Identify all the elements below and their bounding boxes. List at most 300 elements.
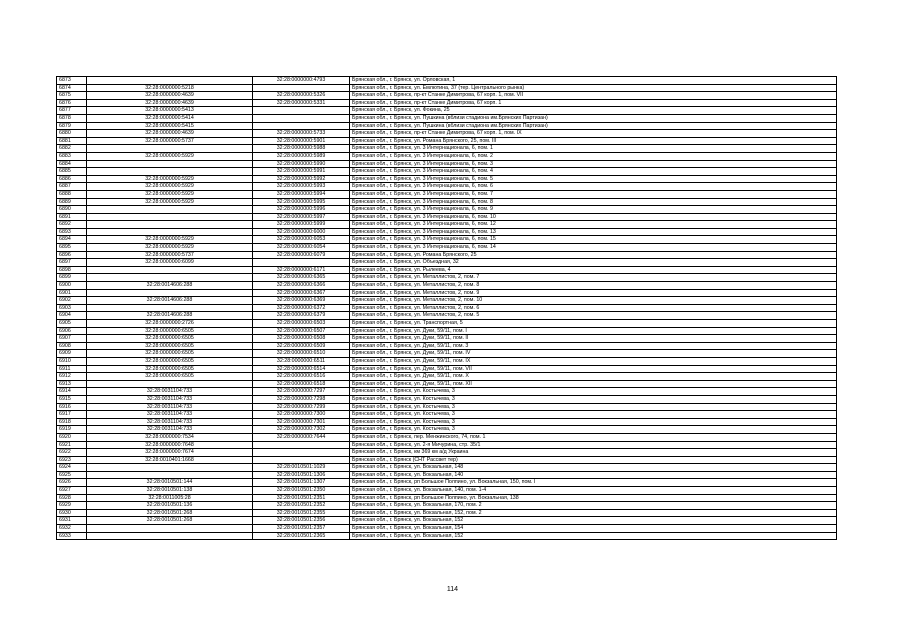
table-row (57, 502, 837, 510)
table-row (57, 175, 837, 183)
row-number-cell: 6908 (57, 342, 87, 350)
cadastral-number-cell: 32:28:0000000:6518 (253, 380, 350, 388)
table-row (57, 152, 837, 160)
address-cell: Брянская обл., г. Брянск, ул. Металлистов, 2, пом. 6 (350, 304, 837, 312)
table-row (57, 221, 837, 229)
row-number-cell: 6874 (57, 84, 87, 92)
table-row (57, 289, 837, 297)
parent-cadastral-number-cell: 32:28:0000000:6505 (87, 365, 253, 373)
table-row (57, 449, 837, 457)
cadastral-number-cell: 32:28:0000000:6372 (253, 304, 350, 312)
table-row (57, 282, 837, 290)
cadastral-number-cell: 32:28:0010501:2350 (253, 487, 350, 495)
row-number-cell: 6898 (57, 266, 87, 274)
address-cell: Брянская обл., г. Брянск, ул. 3 Интернационала, 6, пом. 14 (350, 244, 837, 252)
row-number-cell: 6900 (57, 282, 87, 290)
parent-cadastral-number-cell: 32:28:0011005:28 (87, 494, 253, 502)
row-number-cell: 6907 (57, 335, 87, 343)
parent-cadastral-number-cell: 32:28:0000000:2726 (87, 320, 253, 328)
row-number-cell: 6889 (57, 198, 87, 206)
address-cell: Брянская обл., г. Брянск, ул. Дуки, 59/11, пом. I (350, 327, 837, 335)
row-number-cell: 6910 (57, 357, 87, 365)
address-cell: Брянская обл., г. Брянск, ул. Вокзальная, 140, пом. 1-4 (350, 487, 837, 495)
address-cell: Брянская обл., г. Брянск, ул. Пушкина (вблизи стадиона им.Брянских Партизан) (350, 122, 837, 130)
table-row (57, 259, 837, 267)
parent-cadastral-number-cell: 32:28:0000000:5929 (87, 198, 253, 206)
parent-cadastral-number-cell: 32:28:0000000:5929 (87, 244, 253, 252)
table-row (57, 388, 837, 396)
address-cell: Брянская обл., г. Брянск, ул. 3 Интернационала, 6, пом. 15 (350, 236, 837, 244)
address-cell: Брянская обл., г. Брянск, ул. Костычева, 3 (350, 418, 837, 426)
parent-cadastral-number-cell (87, 77, 253, 85)
address-cell: Брянская обл., г. Брянск, ул. Вокзальная, 154 (350, 525, 837, 533)
parent-cadastral-number-cell: 32:28:0014606:288 (87, 282, 253, 290)
cadastral-number-cell: 32:28:0000000:7300 (253, 411, 350, 419)
table-row (57, 441, 837, 449)
address-cell: Брянская обл., г. Брянск, ул. Вокзальная, 170, пом. 2 (350, 502, 837, 510)
cadastral-number-cell: 32:28:0010501:2356 (253, 517, 350, 525)
table-row (57, 244, 837, 252)
table-row (57, 426, 837, 434)
table-row (57, 84, 837, 92)
table-row (57, 274, 837, 282)
address-cell: Брянская обл., г. Брянск, ул. Фокина, 25 (350, 107, 837, 115)
parent-cadastral-number-cell: 32:28:0000000:7648 (87, 441, 253, 449)
address-cell: Брянская обл., г. Брянск, пр-кт Станке Димитрова, 67 корп. 1 (350, 99, 837, 107)
cadastral-number-cell: 32:28:0010501:1306 (253, 471, 350, 479)
cadastral-number-cell: 32:28:0000000:6053 (253, 236, 350, 244)
row-number-cell: 6925 (57, 471, 87, 479)
address-cell: Брянская обл., г. Брянск, ул. Вокзальная, 152, пом. 2 (350, 509, 837, 517)
table-row (57, 494, 837, 502)
address-cell: Брянская обл., г. Брянск (СНТ Рассвет тер) (350, 456, 837, 464)
parent-cadastral-number-cell (87, 266, 253, 274)
parent-cadastral-number-cell (87, 464, 253, 472)
cadastral-number-cell: 32:28:0010501:1307 (253, 479, 350, 487)
table-row (57, 433, 837, 441)
table-row (57, 77, 837, 85)
row-number-cell: 6893 (57, 228, 87, 236)
cadastral-number-cell: 32:28:0000000:6511 (253, 357, 350, 365)
cadastral-number-cell: 32:28:0000000:5995 (253, 198, 350, 206)
address-cell: Брянская обл., г. Брянск, ул. 3 Интернационала, 6, пом. 9 (350, 206, 837, 214)
row-number-cell: 6905 (57, 320, 87, 328)
address-cell: Брянская обл., г. Брянск, ул. 3 Интернационала, 6, пом. 12 (350, 221, 837, 229)
address-cell: Брянская обл., г. Брянск, ул. Вокзальная, 148 (350, 464, 837, 472)
address-cell: Брянская обл., г. Брянск, ул. Вокзальная, 152 (350, 532, 837, 540)
row-number-cell: 6909 (57, 350, 87, 358)
address-cell: Брянская обл., г. Брянск, ул. Костычева, 3 (350, 403, 837, 411)
address-cell: Брянская обл., г. Брянск, ул. 3 Интернационала, 6, пом. 8 (350, 198, 837, 206)
parent-cadastral-number-cell: 32:28:0031104:733 (87, 395, 253, 403)
cadastral-number-cell: 32:28:0000000:5988 (253, 145, 350, 153)
row-number-cell: 6899 (57, 274, 87, 282)
row-number-cell: 6882 (57, 145, 87, 153)
address-cell: Брянская обл., г. Брянск, ул. Металлистов, 2, пом. 8 (350, 282, 837, 290)
address-cell: Брянская обл., г. Брянск, ул. Дуки, 59/11, пом. X (350, 373, 837, 381)
table-row (57, 380, 837, 388)
parent-cadastral-number-cell: 32:28:0010501:138 (87, 487, 253, 495)
cadastral-number-cell: 32:28:0000000:6508 (253, 335, 350, 343)
parent-cadastral-number-cell: 32:28:0000000:6505 (87, 357, 253, 365)
cadastral-number-cell (253, 449, 350, 457)
address-cell: Брянская обл., г. Брянск, ул. 2-я Мичурина, стр. 35/1 (350, 441, 837, 449)
table-row (57, 304, 837, 312)
row-number-cell: 6896 (57, 251, 87, 259)
table-row (57, 411, 837, 419)
parent-cadastral-number-cell: 32:28:0000000:5414 (87, 114, 253, 122)
row-number-cell: 6916 (57, 403, 87, 411)
row-number-cell: 6924 (57, 464, 87, 472)
row-number-cell: 6890 (57, 206, 87, 214)
row-number-cell: 6922 (57, 449, 87, 457)
address-cell: Брянская обл., г. Брянск, ул. Романа Брянского, 25, пом. III (350, 137, 837, 145)
table-row (57, 168, 837, 176)
row-number-cell: 6914 (57, 388, 87, 396)
address-cell: Брянская обл., г. Брянск, ул. Транспортная, 5 (350, 320, 837, 328)
table-row (57, 266, 837, 274)
row-number-cell: 6878 (57, 114, 87, 122)
cadastral-number-cell: 32:28:0000000:6369 (253, 297, 350, 305)
address-cell: Брянская обл., г. Брянск, ул. 3 Интернационала, 6, пом. 6 (350, 183, 837, 191)
parent-cadastral-number-cell: 32:28:0010401:1668 (87, 456, 253, 464)
cadastral-number-cell (253, 84, 350, 92)
parent-cadastral-number-cell: 32:28:0000000:7534 (87, 433, 253, 441)
row-number-cell: 6928 (57, 494, 87, 502)
table-row (57, 395, 837, 403)
cadastral-number-cell: 32:28:0000000:6000 (253, 228, 350, 236)
parent-cadastral-number-cell (87, 206, 253, 214)
row-number-cell: 6904 (57, 312, 87, 320)
table-row (57, 198, 837, 206)
address-cell: Брянская обл., г. Брянск, ул. 3 Интернационала, 6, пом. 5 (350, 175, 837, 183)
cadastral-number-cell: 32:28:0000000:6509 (253, 342, 350, 350)
address-cell: Брянская обл., г. Брянск, ул. Романа Брянского, 25 (350, 251, 837, 259)
parent-cadastral-number-cell: 32:28:0010501:144 (87, 479, 253, 487)
cadastral-number-cell: 32:28:0010501:1029 (253, 464, 350, 472)
address-cell: Брянская обл., г. Брянск, ул. Вокзальная, 140 (350, 471, 837, 479)
address-cell: Брянская обл., г. Брянск, пр-кт Станке Димитрова, 67 корп. 1, пом. VII (350, 92, 837, 100)
table-row (57, 320, 837, 328)
row-number-cell: 6912 (57, 373, 87, 381)
row-number-cell: 6920 (57, 433, 87, 441)
address-cell: Брянская обл., г. Брянск, ул. Дуки, 59/11, пом. XII (350, 380, 837, 388)
cadastral-number-cell: 32:28:0000000:5990 (253, 160, 350, 168)
cadastral-number-cell: 32:28:0000000:5996 (253, 206, 350, 214)
parent-cadastral-number-cell: 32:28:0000000:6099 (87, 259, 253, 267)
table-row (57, 479, 837, 487)
cadastral-number-cell (253, 259, 350, 267)
cadastral-number-cell: 32:28:0010501:2365 (253, 532, 350, 540)
cadastral-number-cell: 32:28:0000000:7644 (253, 433, 350, 441)
parent-cadastral-number-cell: 32:28:0000000:6505 (87, 373, 253, 381)
parent-cadastral-number-cell: 32:28:0031104:733 (87, 403, 253, 411)
table-row (57, 92, 837, 100)
row-number-cell: 6913 (57, 380, 87, 388)
address-cell: Брянская обл., г. Брянск, ул. Металлистов, 2, пом. 5 (350, 312, 837, 320)
address-cell: Брянская обл., г. Брянск, пр-кт Станке Димитрова, 67 корп. 1, пом. IX (350, 130, 837, 138)
row-number-cell: 6901 (57, 289, 87, 297)
table-row (57, 145, 837, 153)
parent-cadastral-number-cell (87, 145, 253, 153)
cadastral-number-cell: 32:28:0010501:2355 (253, 509, 350, 517)
row-number-cell: 6879 (57, 122, 87, 130)
cadastral-number-cell: 32:28:0000000:7301 (253, 418, 350, 426)
address-cell: Брянская обл., г. Брянск, ул. Вокзальная, 152 (350, 517, 837, 525)
row-number-cell: 6888 (57, 190, 87, 198)
address-cell: Брянская обл., г. Брянск, ул. 3 Интернационала, 6, пом. 2 (350, 152, 837, 160)
address-cell: Брянская обл., г. Брянск, ул. 3 Интернационала, 6, пом. 10 (350, 213, 837, 221)
cadastral-number-cell: 32:28:0000000:5997 (253, 213, 350, 221)
cadastral-number-cell: 32:28:0000000:7302 (253, 426, 350, 434)
address-cell: Брянская обл., г. Брянск, ул. Костычева, 3 (350, 395, 837, 403)
parent-cadastral-number-cell: 32:28:0000000:5737 (87, 137, 253, 145)
cadastral-number-cell: 32:28:0000000:6171 (253, 266, 350, 274)
address-cell: Брянская обл., г. Брянск, рп Большое Полпино, ул. Вокзальная, 150, пом. I (350, 479, 837, 487)
cadastral-number-cell: 32:28:0010501:2351 (253, 494, 350, 502)
cadastral-number-cell: 32:28:0000000:6507 (253, 327, 350, 335)
page-number: 114 (446, 586, 459, 593)
row-number-cell: 6894 (57, 236, 87, 244)
parent-cadastral-number-cell (87, 274, 253, 282)
parent-cadastral-number-cell (87, 221, 253, 229)
parent-cadastral-number-cell: 32:28:0010501:136 (87, 502, 253, 510)
cadastral-number-cell (253, 107, 350, 115)
cadastral-number-cell: 32:28:0000000:5993 (253, 183, 350, 191)
cadastral-number-cell (253, 122, 350, 130)
parent-cadastral-number-cell: 32:28:0000000:6505 (87, 342, 253, 350)
row-number-cell: 6897 (57, 259, 87, 267)
parent-cadastral-number-cell: 32:28:0000000:4639 (87, 130, 253, 138)
table-row (57, 122, 837, 130)
row-number-cell: 6919 (57, 426, 87, 434)
table-row (57, 342, 837, 350)
parent-cadastral-number-cell: 32:28:0031104:733 (87, 418, 253, 426)
row-number-cell: 6902 (57, 297, 87, 305)
address-cell: Брянская обл., г. Брянск, ул. Дуки, 59/11, пом. 3 (350, 342, 837, 350)
cadastral-number-cell: 32:28:0010501:2357 (253, 525, 350, 533)
row-number-cell: 6906 (57, 327, 87, 335)
cadastral-number-cell: 32:28:0010501:2352 (253, 502, 350, 510)
row-number-cell: 6886 (57, 175, 87, 183)
address-cell: Брянская обл., г. Брянск, ул. Костычева, 3 (350, 426, 837, 434)
address-cell: Брянская обл., г. Брянск, ул. Металлистов, 2, пом. 9 (350, 289, 837, 297)
row-number-cell: 6932 (57, 525, 87, 533)
parent-cadastral-number-cell (87, 213, 253, 221)
parent-cadastral-number-cell (87, 304, 253, 312)
cadastral-number-cell: 32:28:0000000:5989 (253, 152, 350, 160)
parent-cadastral-number-cell (87, 168, 253, 176)
table-row (57, 456, 837, 464)
parent-cadastral-number-cell: 32:28:0031104:733 (87, 388, 253, 396)
cadastral-number-cell: 32:28:0000000:5733 (253, 130, 350, 138)
address-cell: Брянская обл., г. Брянск, ул. 3 Интернационала, 6, пом. 13 (350, 228, 837, 236)
table-row (57, 297, 837, 305)
parent-cadastral-number-cell: 32:28:0031104:733 (87, 426, 253, 434)
cadastral-number-cell: 32:28:0000000:6365 (253, 274, 350, 282)
cadastral-number-cell: 32:28:0000000:6516 (253, 373, 350, 381)
address-cell: Брянская обл., г. Брянск, ул. Дуки, 59/11, пом. IX (350, 357, 837, 365)
row-number-cell: 6921 (57, 441, 87, 449)
table-row (57, 487, 837, 495)
cadastral-number-cell: 32:28:0000000:6379 (253, 312, 350, 320)
cadastral-number-cell: 32:28:0000000:5991 (253, 168, 350, 176)
parent-cadastral-number-cell (87, 160, 253, 168)
table-row (57, 312, 837, 320)
cadastral-number-cell: 32:28:0000000:6079 (253, 251, 350, 259)
row-number-cell: 6931 (57, 517, 87, 525)
table-row (57, 471, 837, 479)
row-number-cell: 6918 (57, 418, 87, 426)
row-number-cell: 6926 (57, 479, 87, 487)
table-row (57, 228, 837, 236)
parent-cadastral-number-cell: 32:28:0014606:288 (87, 297, 253, 305)
table-row (57, 357, 837, 365)
cadastral-number-cell (253, 114, 350, 122)
address-cell: Брянская обл., г. Брянск, ул. Орловская, 1 (350, 77, 837, 85)
table-row (57, 525, 837, 533)
cadastral-number-cell: 32:28:0000000:6510 (253, 350, 350, 358)
row-number-cell: 6881 (57, 137, 87, 145)
parent-cadastral-number-cell: 32:28:0000000:5218 (87, 84, 253, 92)
table-row (57, 532, 837, 540)
parent-cadastral-number-cell: 32:28:0000000:5929 (87, 152, 253, 160)
parent-cadastral-number-cell: 32:28:0000000:7674 (87, 449, 253, 457)
parent-cadastral-number-cell: 32:28:0031104:733 (87, 411, 253, 419)
row-number-cell: 6877 (57, 107, 87, 115)
address-cell: Брянская обл., г. Брянск, ул. 3 Интернационала, 6, пом. 4 (350, 168, 837, 176)
parent-cadastral-number-cell: 32:28:0000000:5929 (87, 236, 253, 244)
cadastral-number-cell: 32:28:0000000:5901 (253, 137, 350, 145)
table-row (57, 517, 837, 525)
table-row (57, 251, 837, 259)
row-number-cell: 6927 (57, 487, 87, 495)
row-number-cell: 6930 (57, 509, 87, 517)
row-number-cell: 6876 (57, 99, 87, 107)
table-row (57, 350, 837, 358)
parent-cadastral-number-cell (87, 525, 253, 533)
cadastral-number-cell: 32:28:0000000:4793 (253, 77, 350, 85)
row-number-cell: 6891 (57, 213, 87, 221)
address-cell: Брянская обл., г. Брянск, пер. Менжинского, 74, пом. 1 (350, 433, 837, 441)
cadastral-number-cell: 32:28:0000000:5331 (253, 99, 350, 107)
cadastral-number-cell: 32:28:0000000:7298 (253, 395, 350, 403)
row-number-cell: 6917 (57, 411, 87, 419)
table-row (57, 107, 837, 115)
cadastral-number-cell: 32:28:0000000:7299 (253, 403, 350, 411)
cadastral-number-cell: 32:28:0000000:5994 (253, 190, 350, 198)
table-row (57, 114, 837, 122)
table-row (57, 130, 837, 138)
row-number-cell: 6885 (57, 168, 87, 176)
row-number-cell: 6887 (57, 183, 87, 191)
address-cell: Брянская обл., г. Брянск, ул. Дуки, 59/11, пом. II (350, 335, 837, 343)
table-row (57, 190, 837, 198)
parent-cadastral-number-cell: 32:28:0000000:5929 (87, 190, 253, 198)
cadastral-number-cell (253, 456, 350, 464)
parent-cadastral-number-cell: 32:28:0000000:5415 (87, 122, 253, 130)
row-number-cell: 6929 (57, 502, 87, 510)
cadastral-number-cell: 32:28:0000000:6366 (253, 282, 350, 290)
table-row (57, 373, 837, 381)
property-register-table (56, 76, 837, 540)
row-number-cell: 6915 (57, 395, 87, 403)
cadastral-number-cell (253, 441, 350, 449)
address-cell: Брянская обл., г. Брянск, км 369 км а/д Украина (350, 449, 837, 457)
table-row (57, 365, 837, 373)
parent-cadastral-number-cell: 32:28:0000000:5413 (87, 107, 253, 115)
parent-cadastral-number-cell: 32:28:0000000:6505 (87, 327, 253, 335)
table-row (57, 418, 837, 426)
parent-cadastral-number-cell: 32:28:0000000:5737 (87, 251, 253, 259)
row-number-cell: 6875 (57, 92, 87, 100)
table-row (57, 99, 837, 107)
address-cell: Брянская обл., г. Брянск, ул. Емлютина, 37 (тер. Центрального рынка) (350, 84, 837, 92)
address-cell: Брянская обл., г. Брянск, ул. Дуки, 59/11, пом. VII (350, 365, 837, 373)
address-cell: Брянская обл., г. Брянск, ул. Пушкина (вблизи стадиона им.Брянских Партизан) (350, 114, 837, 122)
parent-cadastral-number-cell: 32:28:0000000:4639 (87, 92, 253, 100)
row-number-cell: 6911 (57, 365, 87, 373)
table-row (57, 403, 837, 411)
table-row (57, 464, 837, 472)
parent-cadastral-number-cell (87, 532, 253, 540)
row-number-cell: 6895 (57, 244, 87, 252)
table-row (57, 509, 837, 517)
table-row (57, 160, 837, 168)
cadastral-number-cell: 32:28:0000000:6367 (253, 289, 350, 297)
parent-cadastral-number-cell (87, 289, 253, 297)
table-row (57, 137, 837, 145)
cadastral-number-cell: 32:28:0000000:6503 (253, 320, 350, 328)
address-cell: Брянская обл., г. Брянск, ул. Костычева, 3 (350, 388, 837, 396)
parent-cadastral-number-cell: 32:28:0010501:268 (87, 509, 253, 517)
table-row (57, 213, 837, 221)
table-row (57, 335, 837, 343)
address-cell: Брянская обл., г. Брянск, ул. 3 Интернационала, 6, пом. 7 (350, 190, 837, 198)
cadastral-number-cell: 32:28:0000000:7297 (253, 388, 350, 396)
table-row (57, 327, 837, 335)
row-number-cell: 6883 (57, 152, 87, 160)
address-cell: Брянская обл., г. Брянск, ул. 3 Интернационала, 6, пом. 1 (350, 145, 837, 153)
parent-cadastral-number-cell: 32:28:0000000:5929 (87, 183, 253, 191)
row-number-cell: 6884 (57, 160, 87, 168)
row-number-cell: 6880 (57, 130, 87, 138)
address-cell: Брянская обл., г. Брянск, ул. Дуки, 59/11, пом. IV (350, 350, 837, 358)
table-row (57, 236, 837, 244)
cadastral-number-cell: 32:28:0000000:6514 (253, 365, 350, 373)
parent-cadastral-number-cell (87, 380, 253, 388)
address-cell: Брянская обл., г. Брянск, ул. Металлистов, 2, пом. 7 (350, 274, 837, 282)
parent-cadastral-number-cell: 32:28:0010501:268 (87, 517, 253, 525)
parent-cadastral-number-cell: 32:28:0014606:288 (87, 312, 253, 320)
row-number-cell: 6923 (57, 456, 87, 464)
row-number-cell: 6933 (57, 532, 87, 540)
cadastral-number-cell: 32:28:0000000:5992 (253, 175, 350, 183)
address-cell: Брянская обл., г. Брянск, ул. Объездная, 32 (350, 259, 837, 267)
parent-cadastral-number-cell: 32:28:0000000:6505 (87, 350, 253, 358)
register-table-body (57, 77, 837, 540)
address-cell: Брянская обл., г. Брянск, ул. Металлистов, 2, пом. 10 (350, 297, 837, 305)
parent-cadastral-number-cell: 32:28:0000000:4639 (87, 99, 253, 107)
address-cell: Брянская обл., г. Брянск, ул. Рылеева, 4 (350, 266, 837, 274)
address-cell: Брянская обл., г. Брянск, ул. 3 Интернационала, 6, пом. 3 (350, 160, 837, 168)
parent-cadastral-number-cell (87, 228, 253, 236)
cadastral-number-cell: 32:28:0000000:5999 (253, 221, 350, 229)
parent-cadastral-number-cell: 32:28:0000000:5929 (87, 175, 253, 183)
cadastral-number-cell: 32:28:0000000:6054 (253, 244, 350, 252)
row-number-cell: 6903 (57, 304, 87, 312)
row-number-cell: 6873 (57, 77, 87, 85)
